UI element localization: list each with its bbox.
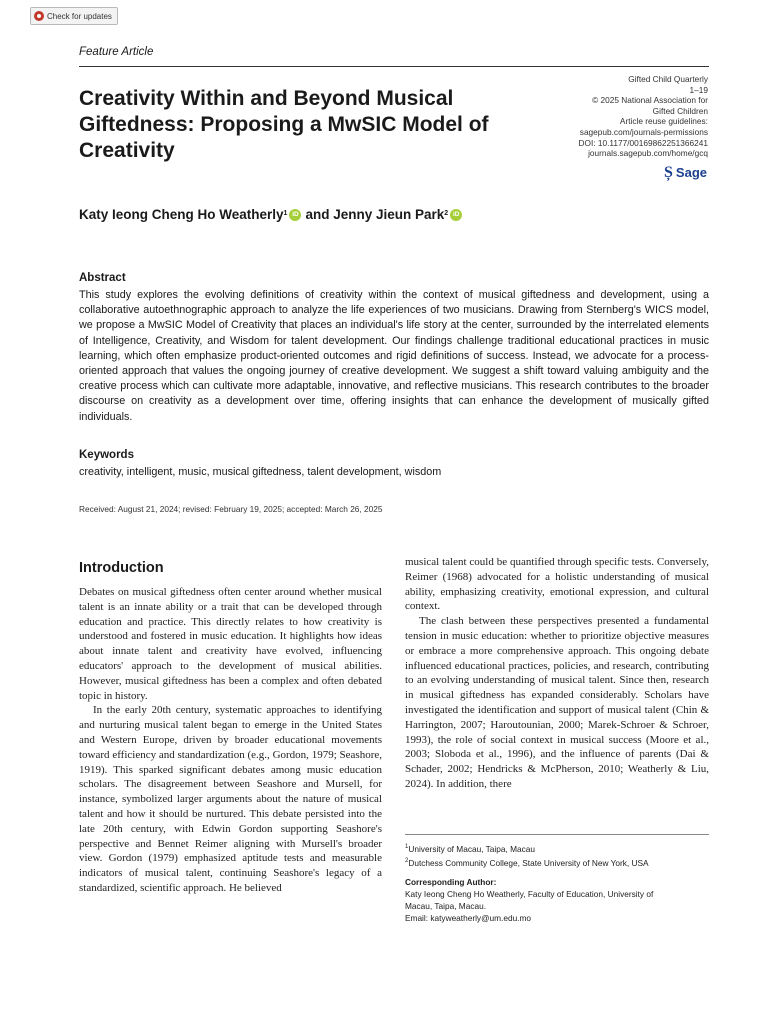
check-for-updates-label: Check for updates — [47, 11, 112, 21]
reuse-label: Article reuse guidelines: — [619, 116, 708, 127]
body-paragraph: In the early 20th century, systematic approaches to identifying and nurturing musical talent began to emerge in the United States and Western Europe, driven by broader educational movements toward efficiency and standardization (e.g., Gordon, 1979; Seashore, 1919). This sparked significant debates among music education scholars. The disagreement between Seashore and Mursell, for instance, symbolized larger arguments about the nature of musical talent and how it should be nurtured. This debate persisted into the late 20th century, with Edwin Gordon supporting Seashore's perspective and Bennet Reimer aligning with Mursell's broader view. Gordon (1979) emphasized aptitude tests and measurable indicators of musical talent, continuing Seashore's legacy of a standardized, scientific approach. He believed — [79, 704, 382, 894]
footnotes — [405, 842, 709, 925]
orcid-icon[interactable]: iD — [450, 209, 462, 221]
introduction-heading: Introduction — [79, 560, 164, 576]
corresponding-author-heading: Corresponding Author: — [405, 876, 497, 887]
crossmark-icon — [34, 11, 44, 21]
author-1-name: Katy Ieong Cheng Ho Weatherly — [79, 207, 284, 222]
check-for-updates-button[interactable] — [30, 7, 118, 25]
publisher-name: Sage — [675, 165, 707, 180]
doi-link[interactable]: DOI: 10.1177/00169862251366241 — [578, 137, 708, 148]
journal-name: Gifted Child Quarterly — [628, 74, 708, 84]
affiliation-2-text: Dutchess Community College, State University of New York, USA — [408, 857, 649, 868]
body-column-left — [79, 585, 382, 896]
author-1-affiliation-mark: 1 — [283, 210, 288, 217]
affiliation-2 — [405, 856, 709, 869]
orcid-icon[interactable]: iD — [289, 209, 301, 221]
corresponding-author-line-2: Macau, Taipa, Macau. — [405, 900, 487, 911]
journal-meta — [508, 74, 708, 159]
body-paragraph: Debates on musical giftedness often center around whether musical talent is an innate ability or a trait that can be developed through education and practice. This directly relates to how creativity is understood and fostered in music education. It highlights how ideas about innate talent and creativity have evolved, influencing educators' approach to the development of musical abilities. However, musical giftedness has been a complex and often debated topic in history. — [79, 586, 382, 702]
author-2-name: Jenny Jieun Park — [333, 207, 445, 222]
header-divider — [79, 66, 709, 67]
author-connector: and — [305, 207, 330, 222]
copyright-line-1: © 2025 National Association for — [592, 95, 708, 106]
page-range: 1–19 — [689, 84, 708, 95]
affiliation-2-mark: 2 — [405, 857, 409, 864]
affiliation-1-mark: 1 — [405, 844, 409, 850]
abstract-heading: Abstract — [79, 272, 126, 284]
publisher-logo — [664, 165, 707, 180]
article-dates: Received: August 21, 2024; revised: February 19, 2025; accepted: March 26, 2025 — [79, 504, 383, 514]
body-paragraph: The clash between these perspectives presented a fundamental tension in music education: whether to prioritize objective measures or embrace a more comprehensive approach. This ongoing debate influenced educational practices, policies, and research, contributing to an evolving understanding of musical talent. Since then, research in musical giftedness has expanded considerably. Scholars have investigated the identification and support of musical talent (Chin & Harrington, 2007; Haroutounian, 2000; Marek-Schroer & Schroer, 1993), the role of social context in musical success (Moore et al., 2003; Sloboda et al., 1996), and the influence of parents (Dai & Schader, 2002; Hendricks & McPherson, 2010; Weatherly & Liu, 2024). In addition, there — [405, 615, 709, 790]
body-paragraph: musical talent could be quantified through specific tests. Conversely, Reimer (1968) advocated for a holistic understanding of musical ability, emphasizing creativity, emotional expression, and cultural context. — [405, 556, 709, 613]
affiliation-1-text: University of Macau, Taipa, Macau — [408, 843, 536, 854]
footnote-divider — [405, 834, 709, 835]
article-title: Creativity Within and Beyond Musical Giftedness: Proposing a MwSIC Model of Creativity — [79, 87, 489, 162]
keywords-heading: Keywords — [79, 449, 134, 461]
author-2-affiliation-mark: 2 — [444, 210, 449, 217]
journal-home-link[interactable]: journals.sagepub.com/home/gcq — [588, 148, 708, 159]
copyright-line-2: Gifted Children — [652, 105, 708, 116]
section-label: Feature Article — [79, 46, 154, 58]
keywords-text: creativity, intelligent, music, musical giftedness, talent development, wisdom — [79, 466, 442, 478]
corresponding-author-line-1: Katy Ieong Cheng Ho Weatherly, Faculty of Education, University of — [405, 888, 654, 899]
affiliation-1 — [405, 842, 709, 855]
permissions-link[interactable]: sagepub.com/journals-permissions — [579, 126, 708, 137]
corresponding-author-email[interactable]: Email: katyweatherly@um.edu.mo — [405, 912, 532, 923]
body-column-right — [405, 555, 709, 792]
sage-s-icon: Ș — [664, 163, 673, 181]
author-line — [79, 207, 466, 222]
abstract-text: This study explores the evolving definitions of creativity within the context of musical giftedness and development, using a collaborative autoethnographic approach to analyze the life experiences of two musicians. Drawing from Sternberg's WICS model, we propose a MwSIC Model of Creativity that places an individual's life story at the center, surrounded by the interrelated elements of Intelligence, Creativity, and Wisdom for talent development. Our findings challenge traditional educational practices in music learning, which often emphasize product-oriented outcomes and rigid definitions of success. Instead, we advocate for a process-oriented approach that values the ongoing journey of creative development. We suggest a shift toward valuing ambiguity and the creative process which can cultivate more adaptable, innovative, and reflective musicians. This research contributes to the broader discourse on creativity as a development over time, offering insights that can enhance the development of musically gifted individuals. — [79, 289, 709, 423]
